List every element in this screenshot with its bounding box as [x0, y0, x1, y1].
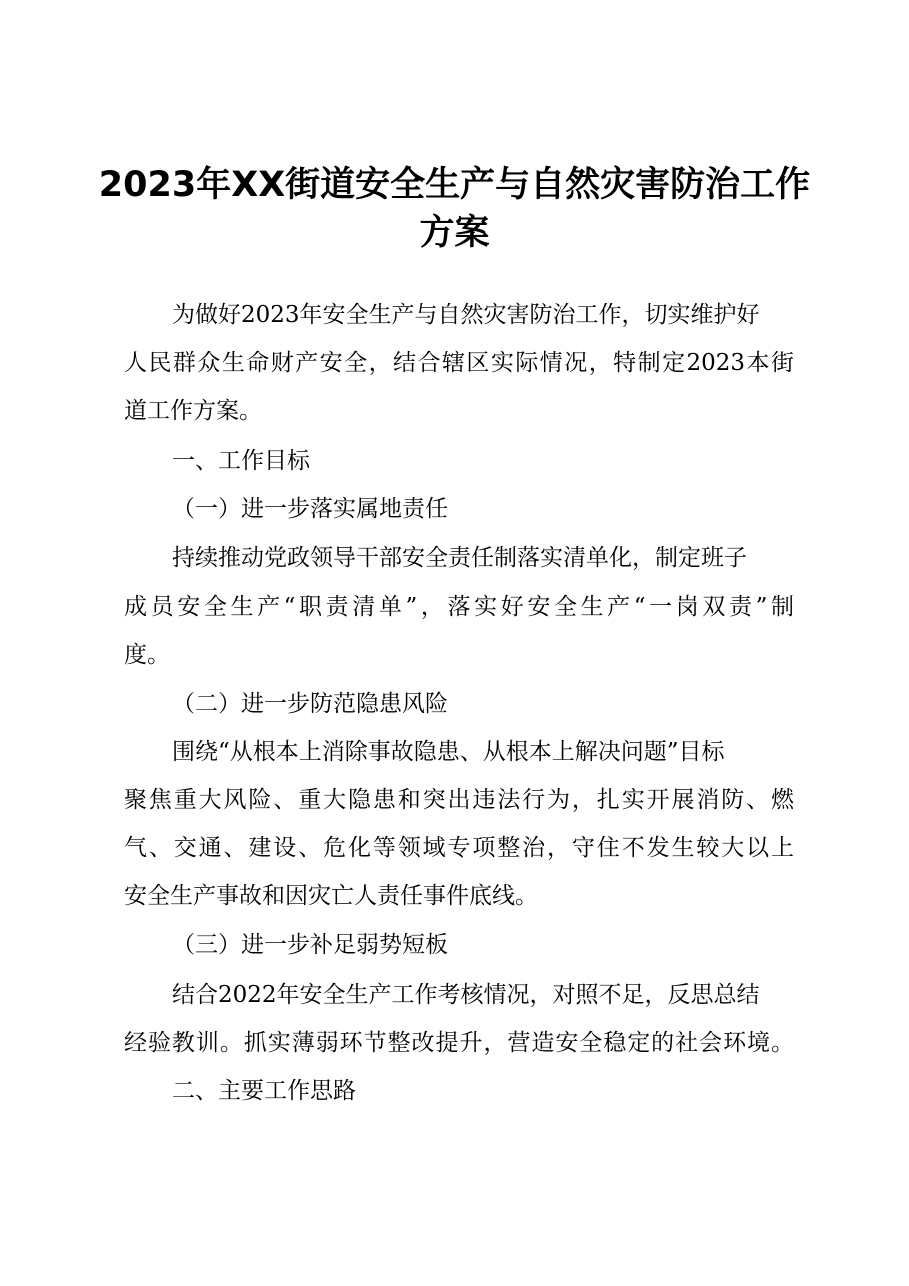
paragraph-line: 度。 [124, 642, 170, 668]
subsection-heading: （二）进一步防范隐患风险 [172, 691, 448, 717]
paragraph-line: 持续推动党政领导干部安全责任制落实清单化，制定班子 [172, 545, 747, 571]
document-title-line-2: 方案 [419, 213, 490, 253]
paragraph-line: 道工作方案。 [124, 398, 262, 424]
paragraph-line: 经验教训。抓实薄弱环节整改提升，营造安全稳定的社会环境。 [124, 1030, 794, 1056]
section-heading: 二、主要工作思路 [172, 1078, 356, 1104]
subsection-heading: （一）进一步落实属地责任 [172, 496, 448, 522]
paragraph-line: 结合2022年安全生产工作考核情况，对照不足，反思总结 [172, 982, 760, 1008]
paragraph-line: 为做好2023年安全生产与自然灾害防治工作，切实维护好 [172, 302, 760, 328]
subsection-heading: （三）进一步补足弱势短板 [172, 932, 448, 958]
paragraph-line: 气、交通、建设、危化等领域专项整治，守住不发生较大以上 [124, 835, 794, 861]
section-heading: 一、工作目标 [172, 448, 310, 474]
paragraph-line: 聚焦重大风险、重大隐患和突出违法行为，扎实开展消防、燃 [124, 787, 794, 813]
document-title-line-1: 2023年XX街道安全生产与自然灾害防治工作 [98, 165, 811, 205]
paragraph-line: 围绕“从根本上消除事故隐患、从根本上解决问题”目标 [172, 739, 725, 765]
paragraph-line: 安全生产事故和因灾亡人责任事件底线。 [124, 883, 538, 909]
paragraph-line: 成员安全生产“职责清单”，落实好安全生产“一岗双责”制 [124, 594, 794, 620]
paragraph-line: 人民群众生命财产安全，结合辖区实际情况，特制定2023本街 [124, 350, 794, 376]
